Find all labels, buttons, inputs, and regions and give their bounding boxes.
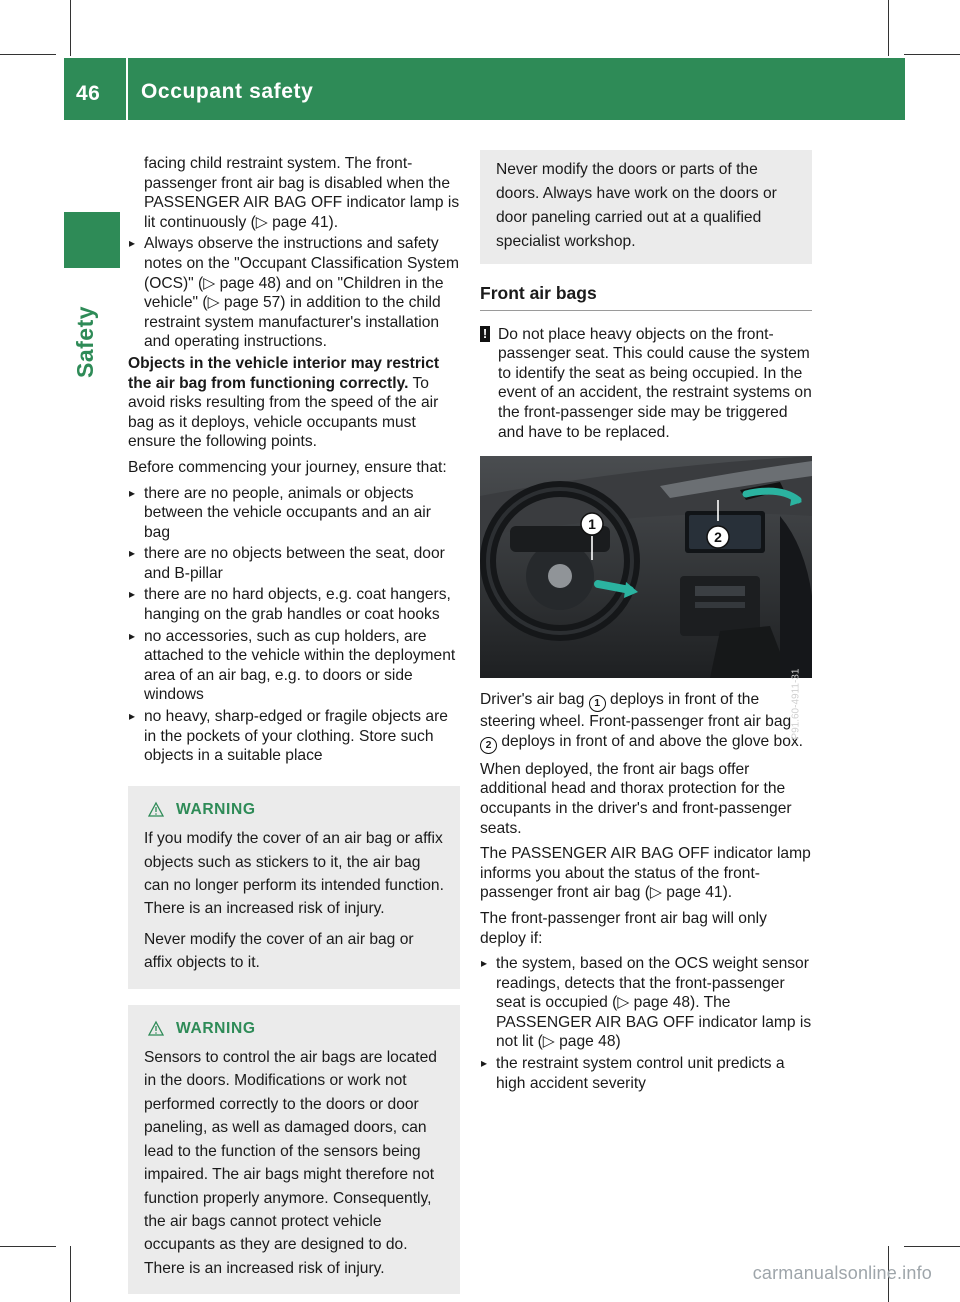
warning-box [128, 1005, 460, 1294]
objects-text: To avoid risks resulting from the speed of the air bag as it deploys, vehicle occupants must ensure the following points. [128, 374, 439, 451]
warning-label: WARNING [176, 1019, 256, 1037]
page-title: Occupant safety [141, 80, 314, 103]
indicator-paragraph: The PASSENGER AIR BAG OFF indicator lamp informs you about the status of the front-passenger front air bag (▷ page 41). [480, 845, 811, 902]
warning-text: Sensors to control the air bags are located in the doors. Modifications or work not performed correctly to the doors or door paneling, as well as damaged doors, can lead to the function of the sensors being impaired. The air bags might therefore not function properly anymore. Consequently, the air bags cannot protect vehicle occupants as they are designed to do. There is an increased risk of injury. [144, 1049, 437, 1277]
airbag-description-text: Driver's air bag [480, 691, 589, 709]
continued-warning-box [480, 150, 812, 264]
list-item: ▸ there are no hard objects, e.g. coat hangers, hanging on the grab handles or coat hooks [128, 585, 460, 624]
warning-text: Never modify the doors or parts of the doors. Always have work on the doors or door paneling carried out at a qualified specialist workshop. [496, 161, 777, 250]
figure-reference: P91.60-4911-31 [790, 668, 802, 740]
protection-paragraph: When deployed, the front air bags offer additional head and thorax protection for the occupants in the driver's and front-passenger seats. [480, 760, 792, 837]
callout-2-ref: 2 [480, 737, 497, 754]
callout-2: 2 [714, 529, 722, 546]
page-header [64, 58, 905, 120]
warning-heading [144, 798, 446, 821]
list-item: ▸ the restraint system control unit predicts a high accident severity [480, 1054, 812, 1093]
list-item: ▸ Always observe the instructions and safety notes on the "Occupant Classification System (OCS)" (▷ page 48) and on "Children in the vehicle" (▷ page 57) in addition to the child restraint system manufacturer's installation and operating instructions. [128, 234, 460, 352]
callout-1: 1 [588, 516, 596, 533]
list-item: ▸ no heavy, sharp-edged or fragile objects are in the pockets of your clothing. Store such objects in a suitable place [128, 707, 460, 766]
warning-text: If you modify the cover of an air bag or affix objects such as stickers to it, the air bag can no longer perform its intended function. There is an increased risk of injury. [144, 830, 444, 918]
objects-bold: Objects in the vehicle interior may restrict the air bag from functioning correctly. [128, 354, 440, 392]
warning-heading [144, 1017, 446, 1040]
list-item: ▸ no accessories, such as cup holders, are attached to the vehicle within the deployment area of an air bag, e.g. to doors or side windows [128, 627, 460, 705]
warning-text: Never modify the cover of an air bag or affix objects to it. [144, 930, 414, 972]
environmental-notice [480, 325, 812, 443]
exclamation-icon: ! [480, 326, 490, 342]
warning-triangle-icon [148, 802, 164, 817]
section-tab-label: Safety [72, 305, 98, 378]
before-journey-text: Before commencing your journey, ensure that: [128, 458, 447, 476]
airbag-description-text: deploys in front of and above the glove box. [497, 732, 804, 750]
notice-text: Do not place heavy objects on the front-passenger seat. This could cause the system to identify the seat as being occupied. In the event of an accident, the restraint systems on the front-passenger side may be triggered and have to be replaced. [498, 325, 812, 441]
crop-mark [904, 54, 960, 55]
crop-mark [0, 54, 56, 55]
warning-label: WARNING [176, 800, 256, 818]
crop-mark [888, 0, 889, 56]
watermark: carmanualsonline.info [752, 1263, 932, 1284]
airbag-description [480, 690, 812, 754]
list-item: ▸ the system, based on the OCS weight sensor readings, detects that the front-passenger seat is occupied (▷ page 48). The PASSENGER AIR BAG OFF indicator lamp is not lit (▷ page 48) [480, 954, 812, 1052]
right-column [480, 150, 812, 1095]
continued-paragraph: facing child restraint system. The front-passenger front air bag is disabled when the PASSENGER AIR BAG OFF indicator lamp is lit continuously (▷ page 41). [144, 155, 460, 231]
car-interior-illustration [480, 456, 812, 678]
warning-box [128, 786, 460, 989]
deploy-conditions-intro: The front-passenger front air bag will only deploy if: [480, 909, 767, 947]
header-divider [126, 58, 128, 120]
airbag-description-text: deploys in front of the steering wheel. Front-passenger front air bag [480, 691, 792, 731]
list-item: ▸ there are no objects between the seat, door and B-pillar [128, 544, 460, 583]
crop-mark [904, 1246, 960, 1247]
section-heading: Front air bags [480, 284, 812, 311]
callout-1-ref: 1 [589, 695, 606, 712]
crop-mark [0, 1246, 56, 1247]
crop-mark [70, 0, 71, 56]
objects-paragraph [128, 354, 460, 452]
left-column [128, 154, 460, 1294]
page-number: 46 [76, 82, 101, 105]
crop-mark [70, 1246, 71, 1302]
list-item: ▸ there are no people, animals or objects between the vehicle occupants and an air bag [128, 484, 460, 543]
warning-triangle-icon [148, 1021, 164, 1036]
